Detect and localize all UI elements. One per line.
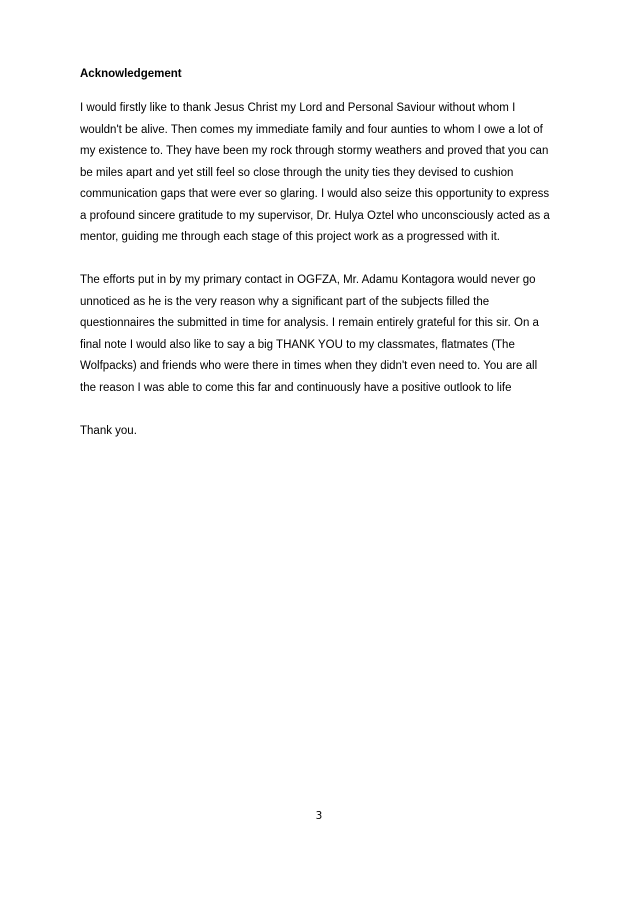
text-line: The efforts put in by my primary contact in OGFZA, Mr. Adamu Kontagora would never go [80,274,536,286]
paragraph-1 [80,98,565,249]
text-line: my existence to. They have been my rock through stormy weathers and proved that you can [80,145,549,157]
page-number: 3 [315,810,323,822]
text-line: unnoticed as he is the very reason why a significant part of the subjects filled the [80,295,490,308]
text-line: communication gaps that were ever so glaring. I would also seize this opportunity to express [80,188,550,200]
text-line: I would firstly like to thank Jesus Christ my Lord and Personal Saviour without whom I [80,102,516,114]
text-line: the reason I was able to come this far and continuously have a positive outlook to life [80,381,512,394]
acknowledgement-heading: Acknowledgement [80,68,182,80]
text-line: questionnaires the submitted in time for analysis. I remain entirely grateful for this sir. On a [80,317,539,329]
paragraph-spacer [80,399,565,421]
text-line: a profound sincere gratitude to my supervisor, Dr. Hulya Oztel who unconsciously acted as a [80,209,550,222]
closing-paragraph [80,421,565,443]
text-line: final note I would also like to say a big THANK YOU to my classmates, flatmates (The [80,338,515,351]
text-line: mentor, guiding me through each stage of this project work as a progressed with it. [80,231,500,243]
paragraph-2 [80,270,565,399]
text-line: be miles apart and yet still feel so close through the unity ties they devised to cushion [80,166,514,179]
closing-text: Thank you. [80,424,137,437]
paragraph-spacer [80,249,565,271]
text-line: wouldn't be alive. Then comes my immediate family and four aunties to whom I owe a lot of [80,123,543,136]
text-line: Wolfpacks) and friends who were there in times when they didn't even need to. You are all [80,360,538,372]
document-body [80,67,565,442]
